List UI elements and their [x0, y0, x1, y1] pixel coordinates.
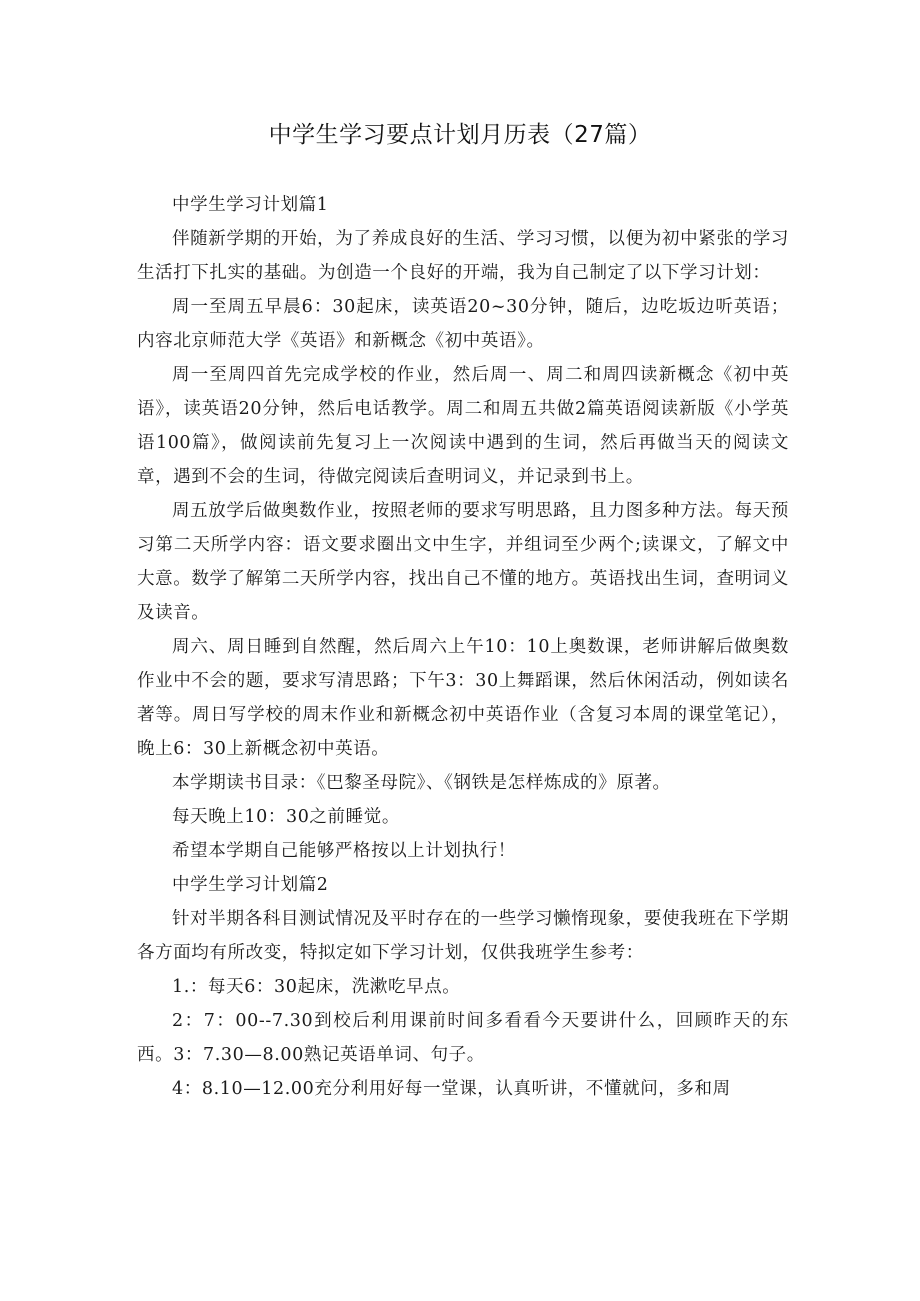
paragraph: 4：8.10—12.00充分利用好每一堂课，认真听讲，不懂就问，多和周: [172, 1079, 731, 1099]
paragraph: 2：7：00--7.30到校后利用课前时间多看看今天要讲什么，回顾昨天的东西。3：7.30—8.00熟记英语单词、句子。: [137, 1011, 789, 1065]
paragraph: 1.：每天6：30起床，洗漱吃早点。: [172, 977, 461, 997]
paragraph: 伴随新学期的开始，为了养成良好的生活、学习习惯，以便为初中紧张的学习生活打下扎实的基础。为创造一个良好的开端，我为自己制定了以下学习计划：: [137, 229, 789, 283]
document-title: 中学生学习要点计划月历表（27篇）: [268, 122, 652, 148]
paragraph: 针对半期各科目测试情况及平时存在的一些学习懒惰现象，要使我班在下学期各方面均有所改变，特拟定如下学习计划，仅供我班学生参考：: [137, 909, 789, 963]
paragraph: 周六、周日睡到自然醒，然后周六上午10：10上奥数课，老师讲解后做奥数作业中不会的题，要求写清思路；下午3：30上舞蹈课，然后休闲活动，例如读名著等。周日写学校的周末作业和新概念初中英语作业（含复习本周的课堂笔记），晚上6：30上新概念初中英语。: [137, 637, 789, 759]
paragraph: 希望本学期自己能够严格按以上计划执行！: [172, 841, 516, 861]
section-heading: 中学生学习计划篇1: [172, 195, 329, 215]
paragraph: 周五放学后做奥数作业，按照老师的要求写明思路，且力图多种方法。每天预习第二天所学内容：语文要求圈出文中生字，并组词至少两个;读课文，了解文中大意。数学了解第二天所学内容，找出自己不懂的地方。英语找出生词，查明词义及读音。: [137, 501, 789, 623]
paragraph: 每天晚上10：30之前睡觉。: [172, 807, 400, 827]
paragraph: 本学期读书目录：《巴黎圣母院》、《钢铁是怎样炼成的》原著。: [172, 773, 671, 793]
paragraph: 周一至周四首先完成学校的作业，然后周一、周二和周四读新概念《初中英语》，读英语20分钟，然后电话教学。周二和周五共做2篇英语阅读新版《小学英语100篇》，做阅读前先复习上一次阅读中遇到的生词，然后再做当天的阅读文章，遇到不会的生词，待做完阅读后查明词义，并记录到书上。: [137, 365, 789, 487]
section-heading: 中学生学习计划篇2: [172, 875, 329, 895]
document-body: [137, 188, 789, 1106]
paragraph: 周一至周五早晨6：30起床，读英语20~30分钟，随后，边吃坂边听英语；内容北京师范大学《英语》和新概念《初中英语》。: [137, 297, 789, 351]
